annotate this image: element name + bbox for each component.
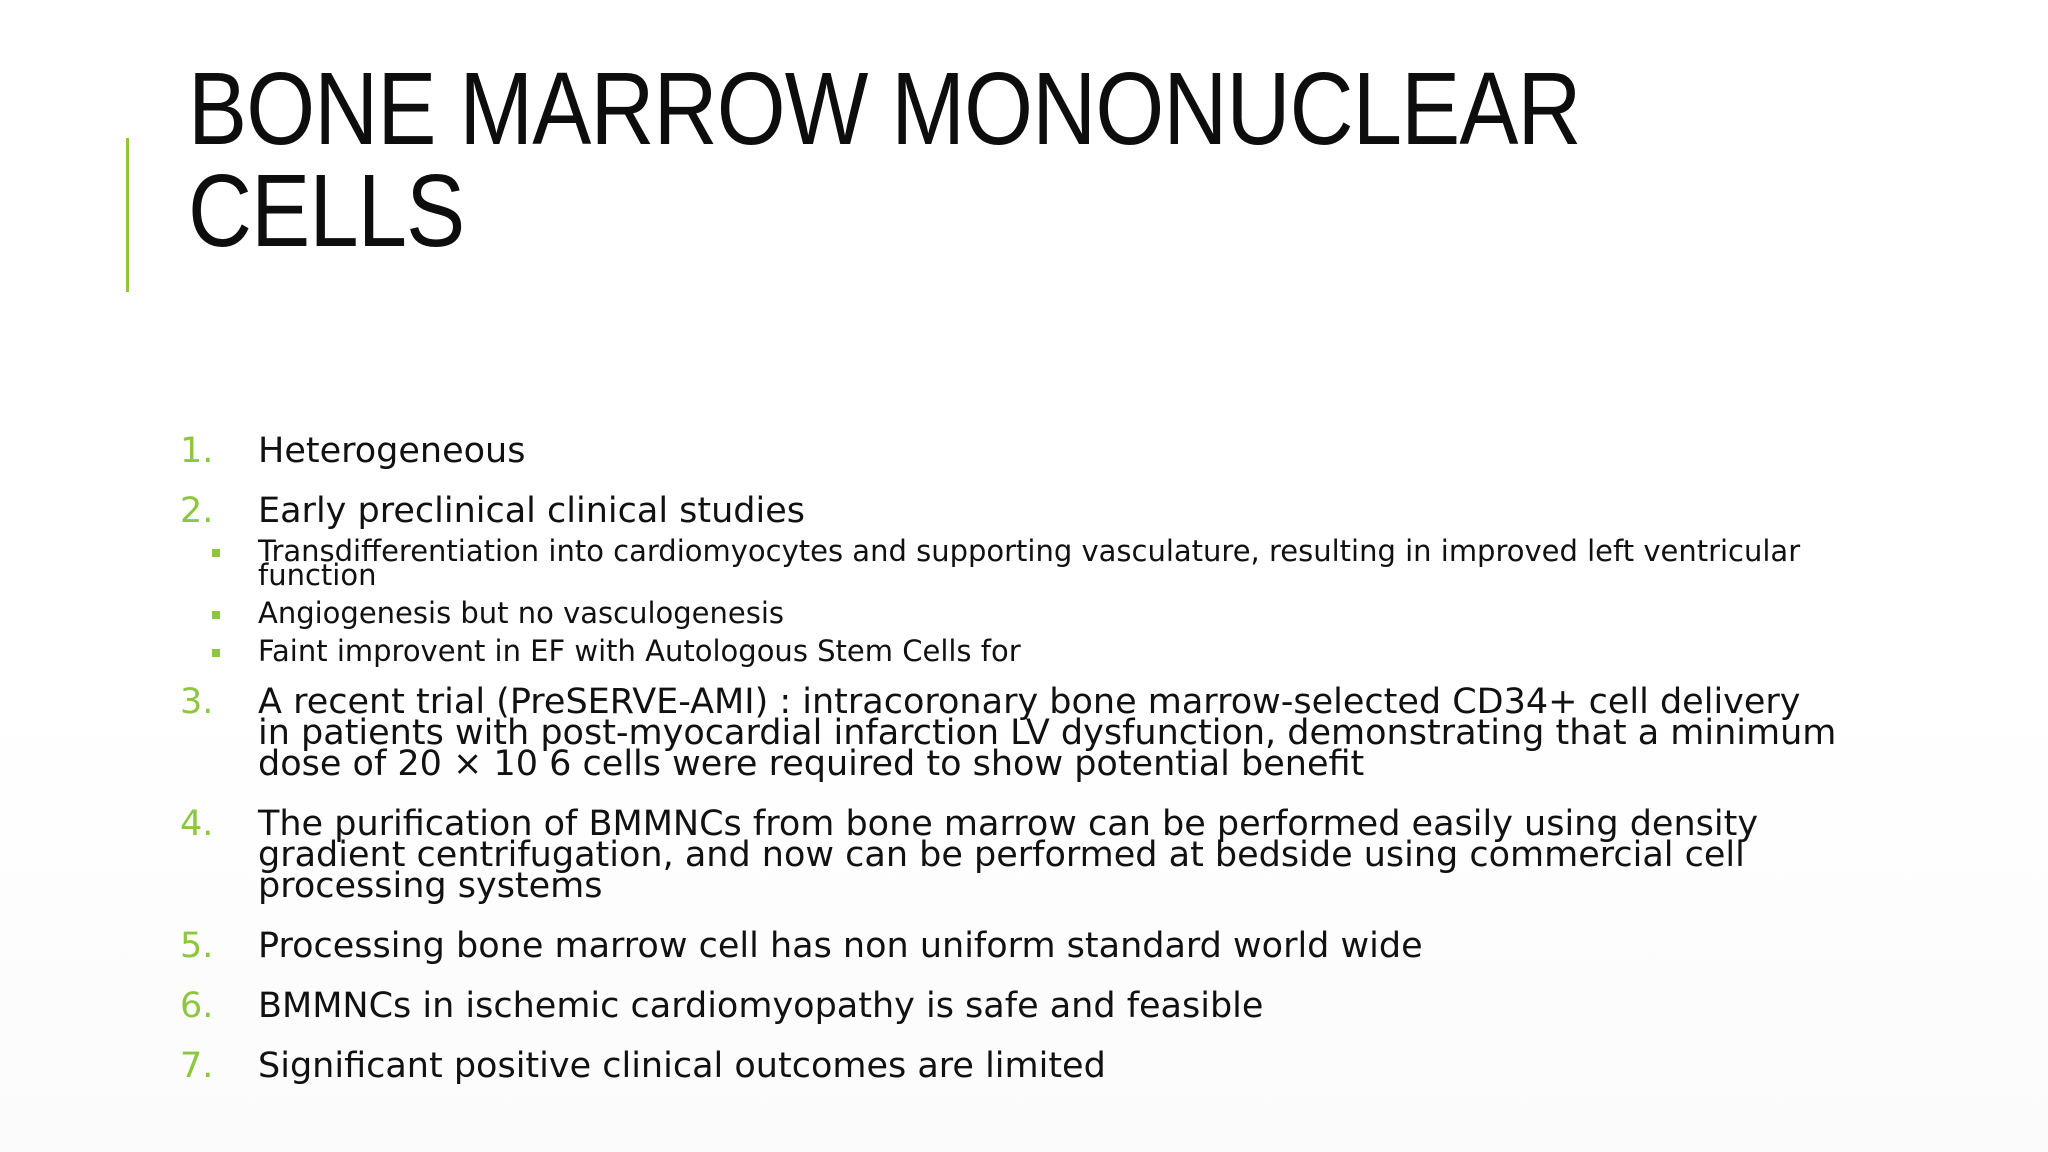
item-text: Significant positive clinical outcomes are limited: [258, 1046, 1106, 1086]
slide-content: [180, 431, 1840, 1111]
sub-item-text: Angiogenesis but no vasculogenesis: [258, 596, 785, 630]
square-bullet-icon: [212, 549, 220, 557]
item-text: Processing bone marrow cell has non uniform standard world wide: [258, 926, 1423, 966]
item-number: 5.: [180, 926, 214, 966]
list-item-2: [180, 491, 1840, 668]
sub-list: [258, 534, 1840, 668]
item-text: A recent trial (PreSERVE-AMI) : intracoronary bone marrow-selected CD34+ cell delivery in patients with post-myocardial infarction LV dysfunction, demonstrating that a minimum dose of 20 × 10 6 cells were required to show potential benefit: [258, 682, 1837, 784]
slide-title: BONE MARROW MONONUCLEAR CELLS: [188, 51, 1581, 268]
square-bullet-icon: [212, 649, 220, 657]
list-item-4: [180, 804, 1840, 906]
list-item-3: [180, 682, 1840, 784]
item-text: Heterogeneous: [258, 431, 526, 471]
sub-item-text: Faint improvent in EF with Autologous Stem Cells for: [258, 634, 1021, 668]
item-text: Early preclinical clinical studies: [258, 491, 806, 531]
list-item-5: [180, 926, 1840, 966]
item-number: 4.: [180, 804, 214, 844]
item-number: 2.: [180, 491, 214, 531]
item-text: BMMNCs in ischemic cardiomyopathy is safe and feasible: [258, 986, 1264, 1026]
item-number: 6.: [180, 986, 214, 1026]
sub-item-2: [180, 596, 1840, 630]
item-number: 3.: [180, 682, 214, 722]
item-number: 1.: [180, 431, 214, 471]
list-item-7: [180, 1046, 1840, 1086]
item-text: The purification of BMMNCs from bone marrow can be performed easily using density gradient centrifugation, and now can be performed at bedside using commercial cell processing systems: [258, 804, 1759, 906]
list-item-1: [180, 431, 1840, 471]
sub-item-3: [180, 634, 1840, 668]
sub-item-1: [180, 534, 1840, 592]
item-number: 7.: [180, 1046, 214, 1086]
list-item-6: [180, 986, 1840, 1026]
sub-item-text: Transdifferentiation into cardiomyocytes and supporting vasculature, resulting in improved left ventricular function: [258, 534, 1801, 592]
title-accent-bar: [126, 138, 129, 292]
square-bullet-icon: [212, 611, 220, 619]
